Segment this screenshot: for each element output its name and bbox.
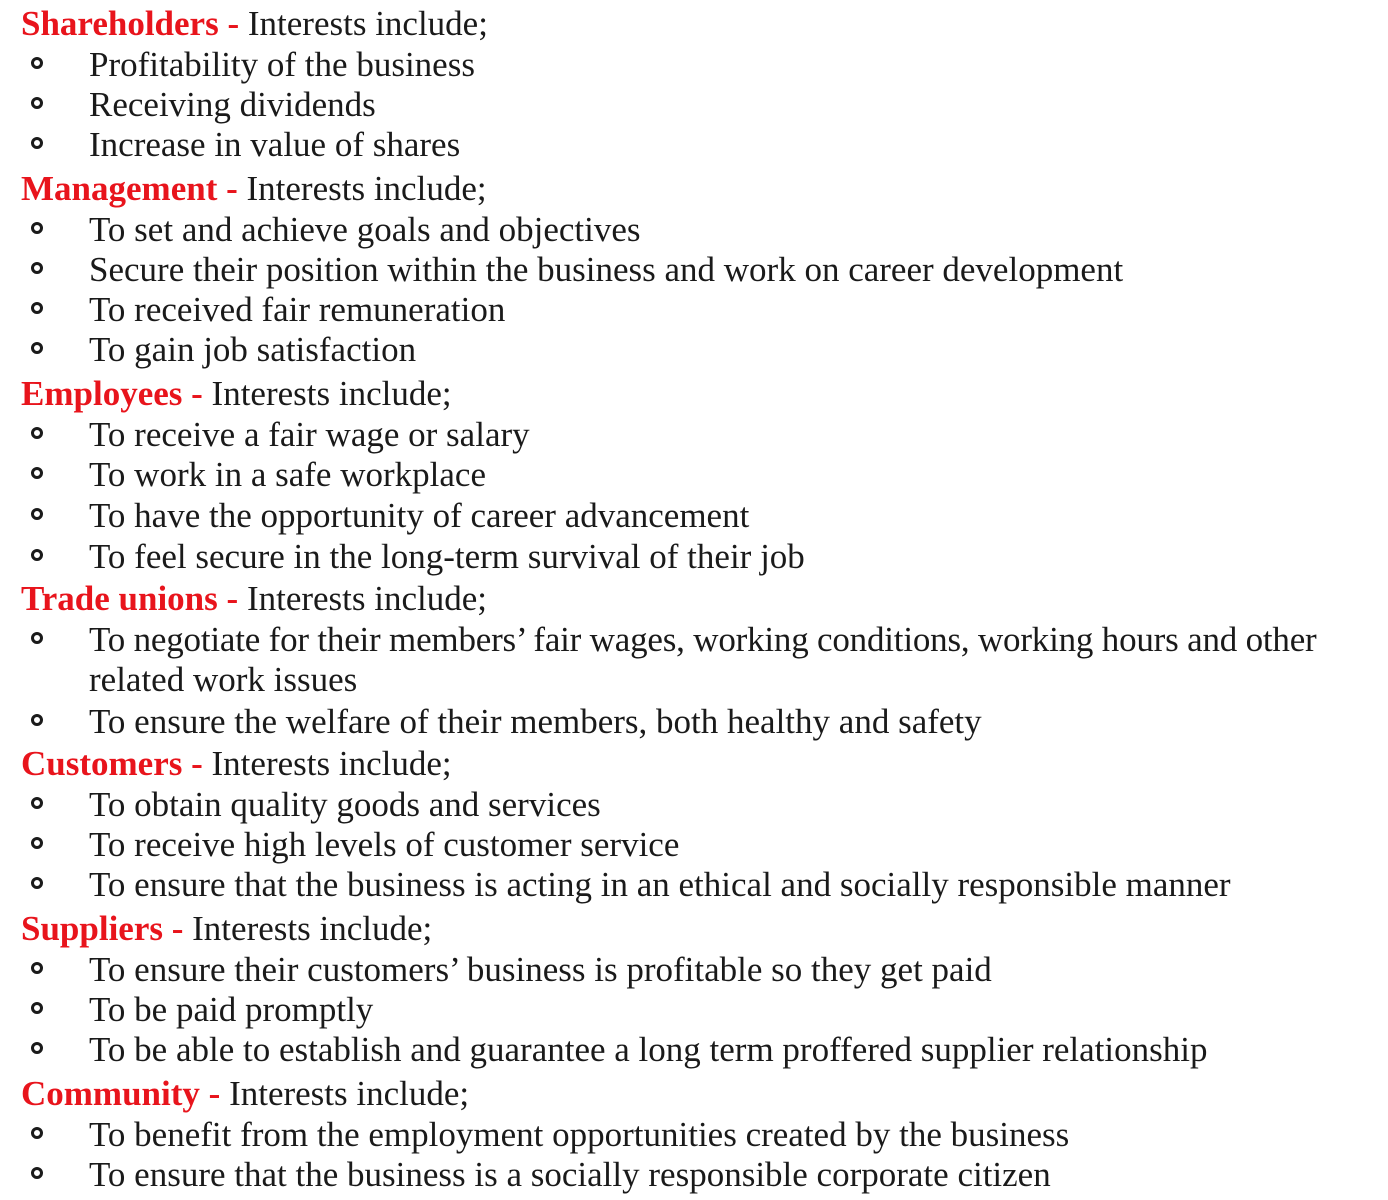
heading-intro: Interests include; xyxy=(247,4,488,43)
list-item-text: To receive high levels of customer service xyxy=(89,825,680,864)
list-item-continuation: related work issues xyxy=(89,660,358,699)
list-item-text: To received fair remuneration xyxy=(89,290,506,329)
heading-intro: Interests include; xyxy=(192,909,433,948)
stakeholder-name: Customers xyxy=(21,744,183,783)
list-item-text: To ensure the welfare of their members, both healthy and safety xyxy=(89,702,982,741)
hollow-bullet-icon xyxy=(31,427,43,439)
stakeholder-name: Trade unions xyxy=(21,579,218,618)
heading-separator: - xyxy=(199,1074,230,1113)
hollow-bullet-icon xyxy=(31,467,43,479)
section-heading-suppliers xyxy=(21,909,432,949)
list-item-text: To set and achieve goals and objectives xyxy=(89,210,641,249)
heading-intro: Interests include; xyxy=(211,744,452,783)
list-item-text: To be paid promptly xyxy=(89,990,374,1029)
heading-separator: - xyxy=(217,169,247,208)
heading-separator: - xyxy=(217,579,247,618)
list-item-text: Secure their position within the business and work on career development xyxy=(89,250,1124,289)
hollow-bullet-icon xyxy=(31,877,43,889)
section-heading-customers xyxy=(21,744,452,784)
list-item-text: To negotiate for their members’ fair wages, working conditions, working hours and other xyxy=(89,620,1317,659)
section-heading-management xyxy=(21,169,487,209)
hollow-bullet-icon xyxy=(31,222,43,234)
hollow-bullet-icon xyxy=(31,632,43,644)
heading-separator: - xyxy=(218,4,248,43)
stakeholder-name: Employees xyxy=(21,374,183,413)
hollow-bullet-icon xyxy=(31,837,43,849)
list-item-text: To be able to establish and guarantee a long term proffered supplier relationship xyxy=(89,1030,1208,1069)
stakeholder-name: Shareholders xyxy=(21,4,219,43)
list-item-text: Increase in value of shares xyxy=(89,125,461,164)
list-item-text: Receiving dividends xyxy=(89,85,376,124)
stakeholder-name: Suppliers xyxy=(21,909,163,948)
hollow-bullet-icon xyxy=(31,1167,43,1179)
heading-intro: Interests include; xyxy=(246,579,487,618)
section-heading-shareholders xyxy=(21,4,488,44)
list-item-text: To have the opportunity of career advancement xyxy=(89,496,750,535)
hollow-bullet-icon xyxy=(31,962,43,974)
section-heading-employees xyxy=(21,374,452,414)
hollow-bullet-icon xyxy=(31,302,43,314)
heading-intro: Interests include; xyxy=(229,1074,470,1113)
hollow-bullet-icon xyxy=(31,342,43,354)
hollow-bullet-icon xyxy=(31,262,43,274)
hollow-bullet-icon xyxy=(31,508,43,520)
list-item-text: To gain job satisfaction xyxy=(89,330,417,369)
hollow-bullet-icon xyxy=(31,57,43,69)
list-item-text: To benefit from the employment opportunities created by the business xyxy=(89,1115,1070,1154)
heading-intro: Interests include; xyxy=(211,374,452,413)
section-heading-community xyxy=(21,1074,469,1114)
heading-intro: Interests include; xyxy=(246,169,487,208)
list-item-text: To receive a fair wage or salary xyxy=(89,415,530,454)
hollow-bullet-icon xyxy=(31,714,43,726)
hollow-bullet-icon xyxy=(31,797,43,809)
hollow-bullet-icon xyxy=(31,97,43,109)
heading-separator: - xyxy=(182,744,212,783)
heading-separator: - xyxy=(182,374,212,413)
list-item-text: To ensure that the business is a socially responsible corporate citizen xyxy=(89,1155,1051,1194)
list-item-text: To ensure their customers’ business is profitable so they get paid xyxy=(89,950,992,989)
stakeholder-name: Community xyxy=(21,1074,200,1113)
hollow-bullet-icon xyxy=(31,137,43,149)
list-item-text: Profitability of the business xyxy=(89,45,475,84)
hollow-bullet-icon xyxy=(31,1002,43,1014)
hollow-bullet-icon xyxy=(31,1042,43,1054)
heading-separator: - xyxy=(163,909,193,948)
list-item-text: To ensure that the business is acting in an ethical and socially responsible manner xyxy=(89,865,1231,904)
section-heading-trade-unions xyxy=(21,579,487,619)
list-item-text: To work in a safe workplace xyxy=(89,455,486,494)
stakeholder-name: Management xyxy=(21,169,218,208)
list-item-text: To obtain quality goods and services xyxy=(89,785,601,824)
hollow-bullet-icon xyxy=(31,549,43,561)
list-item-text: To feel secure in the long-term survival of their job xyxy=(89,537,805,576)
hollow-bullet-icon xyxy=(31,1127,43,1139)
